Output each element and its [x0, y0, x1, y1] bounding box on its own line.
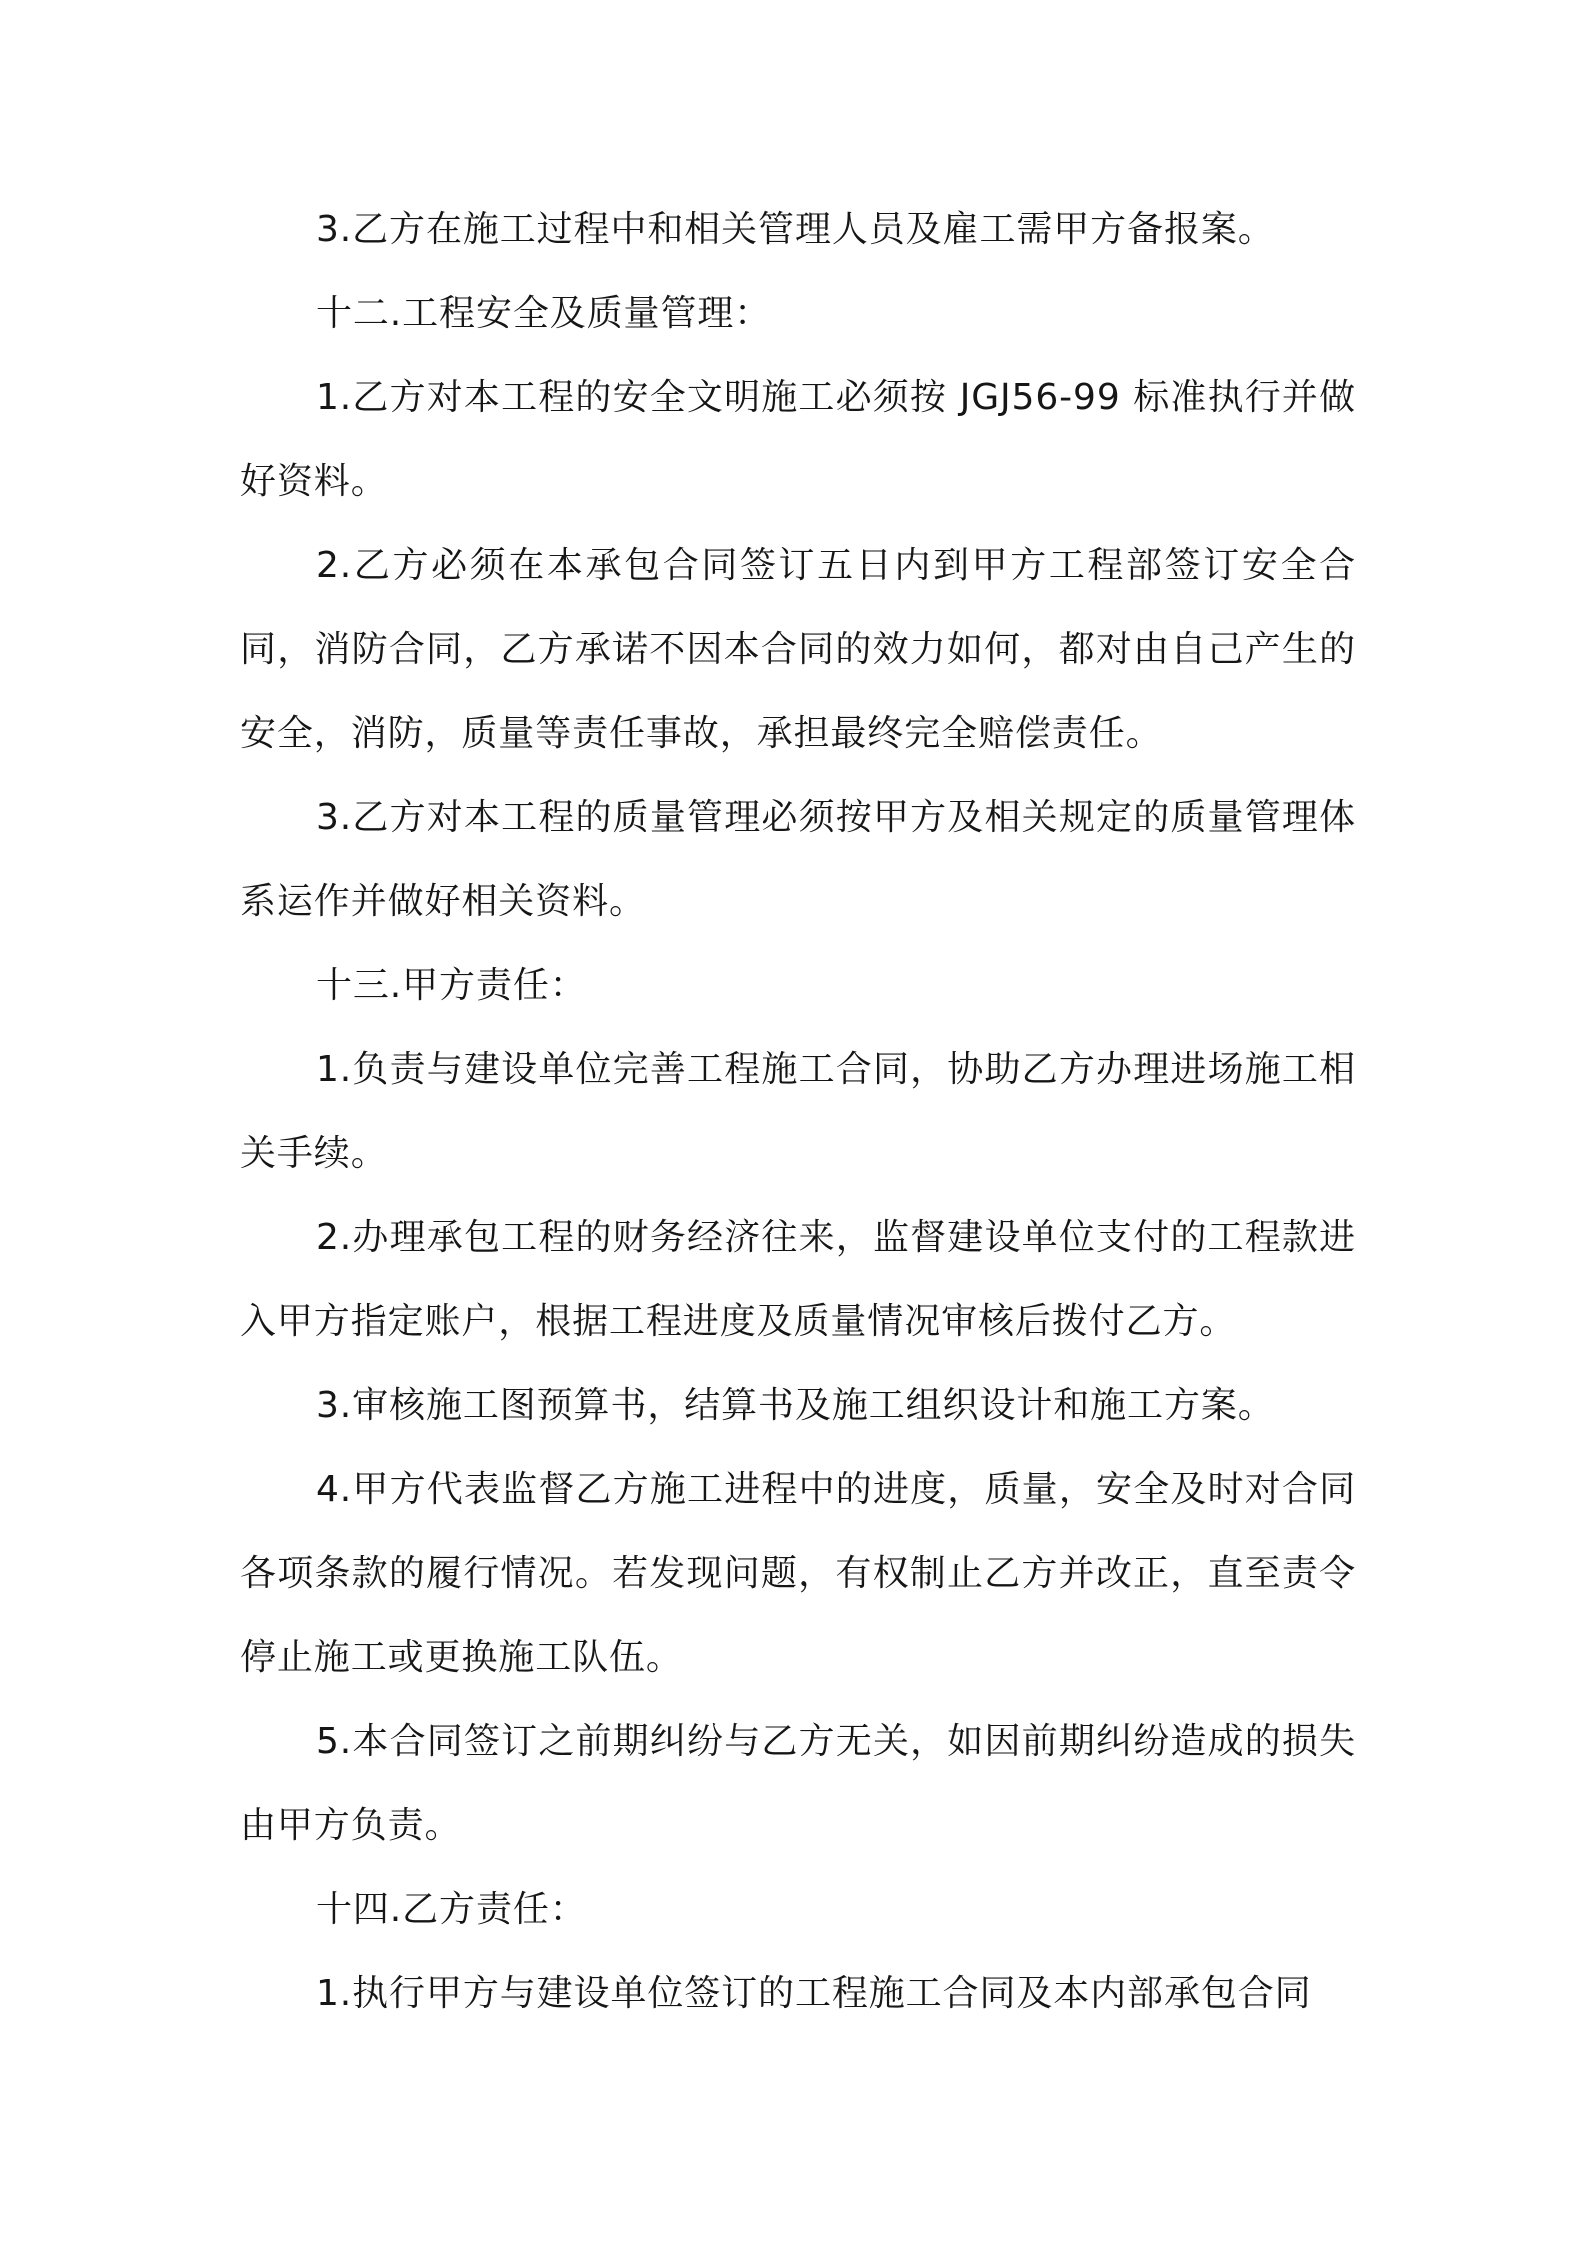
- paragraph-clause-13-3: 3.审核施工图预算书，结算书及施工组织设计和施工方案。: [316, 1385, 1275, 1426]
- paragraph-clause-13-5: 5.本合同签订之前期纠纷与乙方无关，如因前期纠纷造成的损失由甲方负责。: [240, 1721, 1356, 1846]
- paragraph-clause-12-1: 1.乙方对本工程的安全文明施工必须按 JGJ56-99 标准执行并做好资料。: [240, 377, 1356, 502]
- section-heading-12: 十二.工程安全及质量管理：: [316, 293, 772, 334]
- document-body: [240, 188, 1356, 2036]
- paragraph-clause-12-3: 3.乙方对本工程的质量管理必须按甲方及相关规定的质量管理体系运作并做好相关资料。: [240, 797, 1356, 922]
- paragraph-clause-13-4: 4.甲方代表监督乙方施工进程中的进度，质量，安全及时对合同各项条款的履行情况。若发现问题，有权制止乙方并改正，直至责令停止施工或更换施工队伍。: [240, 1469, 1356, 1678]
- paragraph-clause-13-1: 1.负责与建设单位完善工程施工合同，协助乙方办理进场施工相关手续。: [240, 1049, 1356, 1174]
- paragraph-clause-14-1: 1.执行甲方与建设单位签订的工程施工合同及本内部承包合同: [316, 1973, 1312, 2014]
- paragraph-clause-11-3: 3.乙方在施工过程中和相关管理人员及雇工需甲方备报案。: [316, 209, 1275, 250]
- section-heading-14: 十四.乙方责任：: [316, 1889, 587, 1930]
- paragraph-clause-13-2: 2.办理承包工程的财务经济往来，监督建设单位支付的工程款进入甲方指定账户，根据工程进度及质量情况审核后拨付乙方。: [240, 1217, 1356, 1342]
- section-heading-13: 十三.甲方责任：: [316, 965, 587, 1006]
- paragraph-clause-12-2: 2.乙方必须在本承包合同签订五日内到甲方工程部签订安全合同，消防合同，乙方承诺不因本合同的效力如何，都对由自己产生的安全，消防，质量等责任事故，承担最终完全赔偿责任。: [240, 545, 1356, 754]
